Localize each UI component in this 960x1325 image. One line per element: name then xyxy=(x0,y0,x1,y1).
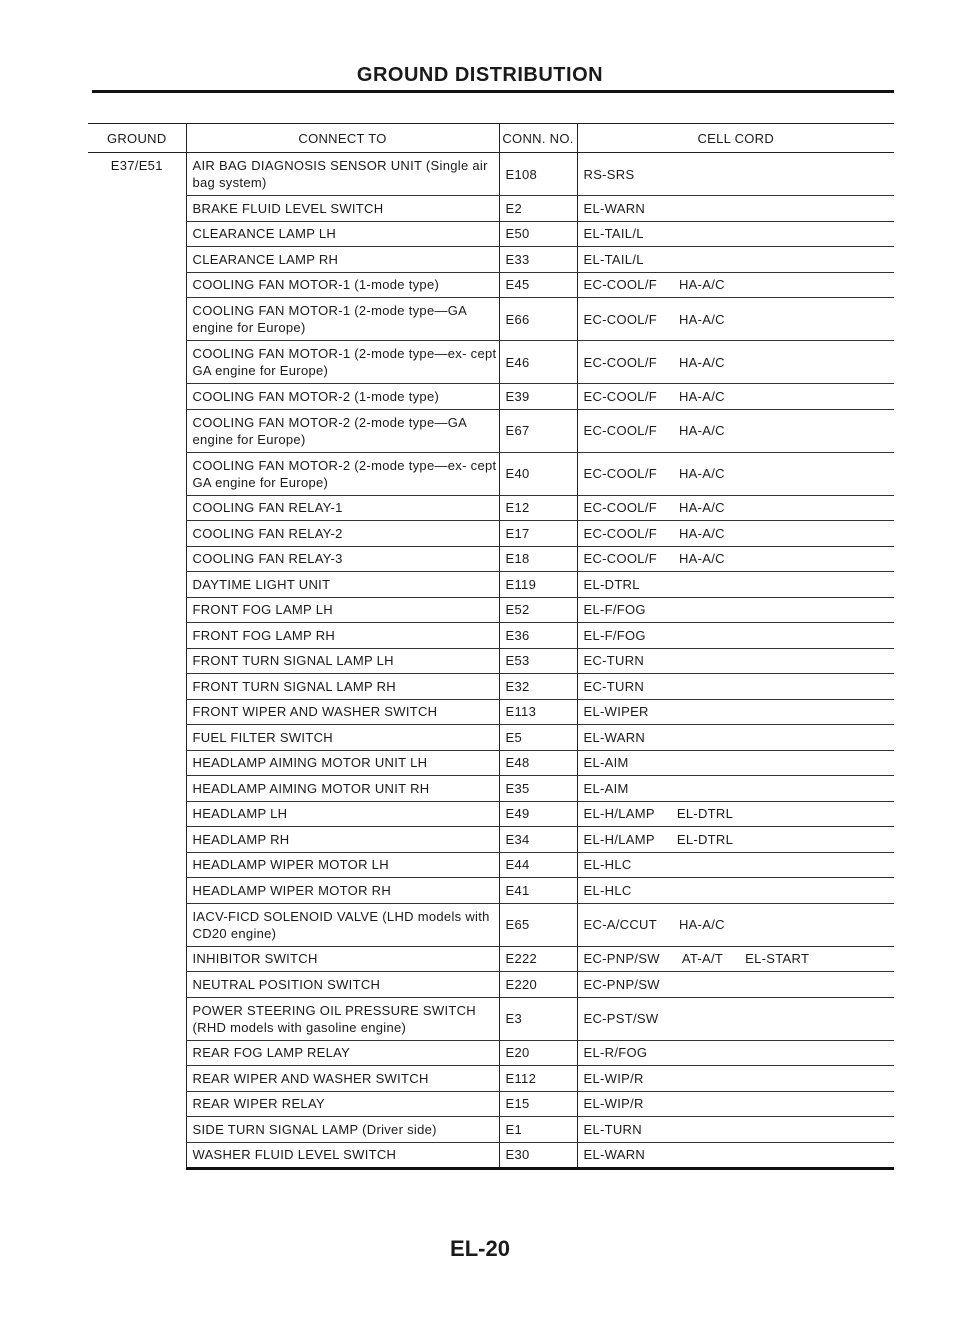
cell-code-cell xyxy=(577,1066,894,1092)
cell-code-cell xyxy=(577,546,894,572)
conn-no-cell: E12 xyxy=(499,495,577,521)
conn-no-cell: E35 xyxy=(499,776,577,802)
cell-code-item: EL-START xyxy=(745,951,810,967)
title-divider xyxy=(92,90,894,93)
table-row xyxy=(88,699,894,725)
table-row xyxy=(88,972,894,998)
cell-code-cell xyxy=(577,903,894,946)
conn-no-cell: E15 xyxy=(499,1091,577,1117)
conn-no-cell: E1 xyxy=(499,1117,577,1143)
conn-no-cell: E3 xyxy=(499,997,577,1040)
conn-no-cell: E46 xyxy=(499,341,577,384)
cell-code-item: HA-A/C xyxy=(678,423,725,438)
cell-code-item: EL-F/FOG xyxy=(583,627,646,643)
cell-code-item: HA-A/C xyxy=(678,354,725,370)
conn-no-cell: E5 xyxy=(499,725,577,751)
header-ground: GROUND xyxy=(88,124,186,153)
cell-code-item: HA-A/C xyxy=(678,466,725,481)
connect-to-cell: COOLING FAN MOTOR-2 (2-mode type—GA engine for Europe) xyxy=(186,409,499,452)
table-row xyxy=(88,521,894,547)
conn-no-cell: E119 xyxy=(499,572,577,598)
cell-code-item: EL-WIP/R xyxy=(583,1070,644,1086)
cell-code-item: EL-TAIL/L xyxy=(583,226,644,242)
header-cell-code: CELL CORD xyxy=(577,124,894,153)
connect-to-cell: INHIBITOR SWITCH xyxy=(186,946,499,972)
cell-code-item: EL-WARN xyxy=(583,1147,646,1163)
cell-code-cell xyxy=(577,972,894,998)
cell-code-item: EL-HLC xyxy=(583,882,632,898)
table-row xyxy=(88,648,894,674)
connect-to-cell: COOLING FAN MOTOR-1 (1-mode type) xyxy=(186,272,499,298)
cell-code-item: EL-WARN xyxy=(583,729,646,745)
cell-code-item: EC-TURN xyxy=(583,678,645,694)
connect-to-cell: COOLING FAN RELAY-2 xyxy=(186,521,499,547)
conn-no-cell: E108 xyxy=(499,153,577,196)
cell-code-item: EL-DTRL xyxy=(676,806,734,822)
cell-code-item: EL-AIM xyxy=(583,755,629,771)
connect-to-cell: HEADLAMP WIPER MOTOR RH xyxy=(186,878,499,904)
conn-no-cell: E18 xyxy=(499,546,577,572)
connect-to-cell: FRONT TURN SIGNAL LAMP LH xyxy=(186,648,499,674)
table-row xyxy=(88,247,894,273)
conn-no-cell: E44 xyxy=(499,852,577,878)
cell-code-cell xyxy=(577,801,894,827)
cell-code-cell xyxy=(577,221,894,247)
ground-cell: E37/E51 xyxy=(110,158,163,173)
connect-to-cell: IACV-FICD SOLENOID VALVE (LHD models with CD20 engine) xyxy=(186,903,499,946)
cell-code-cell xyxy=(577,699,894,725)
cell-code-cell xyxy=(577,725,894,751)
cell-code-cell xyxy=(577,1142,894,1169)
cell-code-item: HA-A/C xyxy=(678,311,725,327)
cell-code-item: HA-A/C xyxy=(678,277,725,293)
table-row xyxy=(88,298,894,341)
cell-code-item: EC-COOL/F xyxy=(583,354,657,370)
cell-code-item: EL-WIP/R xyxy=(583,1096,644,1112)
table-row xyxy=(88,750,894,776)
cell-code-cell xyxy=(577,247,894,273)
connect-to-cell: COOLING FAN RELAY-3 xyxy=(186,546,499,572)
table-row xyxy=(88,827,894,853)
table-row xyxy=(88,341,894,384)
cell-code-cell xyxy=(577,878,894,904)
connect-to-cell: FUEL FILTER SWITCH xyxy=(186,725,499,751)
table-row xyxy=(88,623,894,649)
cell-code-item: EL-WIPER xyxy=(583,704,649,720)
connect-to-cell: POWER STEERING OIL PRESSURE SWITCH (RHD models with gasoline engine) xyxy=(186,997,499,1040)
cell-code-cell xyxy=(577,521,894,547)
connect-to-cell: COOLING FAN MOTOR-1 (2-mode type—ex- cept GA engine for Europe) xyxy=(186,341,499,384)
connect-to-cell: FRONT TURN SIGNAL LAMP RH xyxy=(186,674,499,700)
conn-no-cell: E53 xyxy=(499,648,577,674)
table-row xyxy=(88,153,894,196)
conn-no-cell: E20 xyxy=(499,1040,577,1066)
table-row xyxy=(88,946,894,972)
cell-code-item: EL-TAIL/L xyxy=(583,251,644,267)
table-row xyxy=(88,801,894,827)
conn-no-cell: E49 xyxy=(499,801,577,827)
cell-code-item: HA-A/C xyxy=(678,388,725,404)
table-row xyxy=(88,384,894,410)
cell-code-cell xyxy=(577,776,894,802)
connect-to-cell: FRONT FOG LAMP LH xyxy=(186,597,499,623)
cell-code-cell xyxy=(577,196,894,222)
cell-code-item: HA-A/C xyxy=(678,525,725,541)
conn-no-cell: E2 xyxy=(499,196,577,222)
cell-code-cell xyxy=(577,409,894,452)
connect-to-cell: REAR FOG LAMP RELAY xyxy=(186,1040,499,1066)
table-row xyxy=(88,272,894,298)
table-row xyxy=(88,495,894,521)
table-row xyxy=(88,196,894,222)
cell-code-cell xyxy=(577,750,894,776)
conn-no-cell: E41 xyxy=(499,878,577,904)
connect-to-cell: CLEARANCE LAMP RH xyxy=(186,247,499,273)
conn-no-cell: E17 xyxy=(499,521,577,547)
connect-to-cell: HEADLAMP LH xyxy=(186,801,499,827)
cell-code-item: EL-AIM xyxy=(583,780,629,796)
cell-code-cell xyxy=(577,153,894,196)
connect-to-cell: AIR BAG DIAGNOSIS SENSOR UNIT (Single air bag system) xyxy=(186,153,499,196)
connect-to-cell: COOLING FAN MOTOR-1 (2-mode type—GA engine for Europe) xyxy=(186,298,499,341)
cell-code-cell xyxy=(577,623,894,649)
table-row xyxy=(88,997,894,1040)
conn-no-cell: E40 xyxy=(499,452,577,495)
cell-code-cell xyxy=(577,597,894,623)
cell-code-cell xyxy=(577,1091,894,1117)
cell-code-cell xyxy=(577,1117,894,1143)
connect-to-cell: FRONT FOG LAMP RH xyxy=(186,623,499,649)
table-row xyxy=(88,1117,894,1143)
header-connect-to: CONNECT TO xyxy=(186,124,499,153)
cell-code-item: EC-COOL/F xyxy=(583,423,657,438)
connect-to-cell: SIDE TURN SIGNAL LAMP (Driver side) xyxy=(186,1117,499,1143)
cell-code-cell xyxy=(577,452,894,495)
conn-no-cell: E112 xyxy=(499,1066,577,1092)
connect-to-cell: COOLING FAN RELAY-1 xyxy=(186,495,499,521)
connect-to-cell: HEADLAMP AIMING MOTOR UNIT LH xyxy=(186,750,499,776)
connect-to-cell: REAR WIPER RELAY xyxy=(186,1091,499,1117)
cell-code-item: EC-COOL/F xyxy=(583,551,657,567)
ground-distribution-table xyxy=(88,123,894,1170)
cell-code-item: AT-A/T xyxy=(681,951,724,967)
cell-code-item: EL-H/LAMP xyxy=(583,831,655,847)
header-conn-no: CONN. NO. xyxy=(499,124,577,153)
connect-to-cell: DAYTIME LIGHT UNIT xyxy=(186,572,499,598)
cell-code-item: EL-DTRL xyxy=(583,576,640,592)
conn-no-cell: E48 xyxy=(499,750,577,776)
cell-code-item: EC-PNP/SW xyxy=(583,951,660,967)
cell-code-cell xyxy=(577,1040,894,1066)
cell-code-cell xyxy=(577,298,894,341)
cell-code-cell xyxy=(577,997,894,1040)
cell-code-item: HA-A/C xyxy=(678,551,725,567)
conn-no-cell: E66 xyxy=(499,298,577,341)
conn-no-cell: E50 xyxy=(499,221,577,247)
conn-no-cell: E113 xyxy=(499,699,577,725)
conn-no-cell: E67 xyxy=(499,409,577,452)
cell-code-item: EC-COOL/F xyxy=(583,311,657,327)
conn-no-cell: E34 xyxy=(499,827,577,853)
cell-code-item: EC-COOL/F xyxy=(583,525,657,541)
conn-no-cell: E33 xyxy=(499,247,577,273)
conn-no-cell: E36 xyxy=(499,623,577,649)
connect-to-cell: HEADLAMP RH xyxy=(186,827,499,853)
table-body xyxy=(88,153,894,1169)
table-header xyxy=(88,124,894,153)
conn-no-cell: E52 xyxy=(499,597,577,623)
connect-to-cell: CLEARANCE LAMP LH xyxy=(186,221,499,247)
conn-no-cell: E220 xyxy=(499,972,577,998)
cell-code-item: EC-COOL/F xyxy=(583,388,657,404)
table-row xyxy=(88,1040,894,1066)
cell-code-item: EC-COOL/F xyxy=(583,500,657,516)
table-row xyxy=(88,1091,894,1117)
cell-code-item: EL-DTRL xyxy=(676,831,734,847)
page-number: EL-20 xyxy=(450,1236,510,1261)
cell-code-cell xyxy=(577,384,894,410)
table-row xyxy=(88,852,894,878)
cell-code-cell xyxy=(577,648,894,674)
table-row xyxy=(88,221,894,247)
cell-code-item: EC-PST/SW xyxy=(583,1011,659,1026)
conn-no-cell: E222 xyxy=(499,946,577,972)
table-row xyxy=(88,878,894,904)
table-row xyxy=(88,725,894,751)
table-row xyxy=(88,452,894,495)
connect-to-cell: REAR WIPER AND WASHER SWITCH xyxy=(186,1066,499,1092)
cell-code-item: RS-SRS xyxy=(583,166,635,182)
table-row xyxy=(88,597,894,623)
cell-code-cell xyxy=(577,341,894,384)
table-row xyxy=(88,674,894,700)
cell-code-item: EL-TURN xyxy=(583,1121,642,1137)
conn-no-cell: E39 xyxy=(499,384,577,410)
cell-code-item: EC-PNP/SW xyxy=(583,976,660,992)
table-row xyxy=(88,409,894,452)
conn-no-cell: E45 xyxy=(499,272,577,298)
cell-code-item: EL-WARN xyxy=(583,200,646,216)
connect-to-cell: HEADLAMP AIMING MOTOR UNIT RH xyxy=(186,776,499,802)
cell-code-item: EL-HLC xyxy=(583,857,632,873)
table-row xyxy=(88,1066,894,1092)
connect-to-cell: NEUTRAL POSITION SWITCH xyxy=(186,972,499,998)
cell-code-cell xyxy=(577,827,894,853)
cell-code-cell xyxy=(577,572,894,598)
cell-code-item: HA-A/C xyxy=(678,500,725,516)
page-title: GROUND DISTRIBUTION xyxy=(356,64,604,86)
cell-code-cell xyxy=(577,674,894,700)
ground-distribution-table-container xyxy=(88,123,894,1170)
table-row xyxy=(88,572,894,598)
connect-to-cell: HEADLAMP WIPER MOTOR LH xyxy=(186,852,499,878)
cell-code-cell xyxy=(577,852,894,878)
cell-code-item: EC-TURN xyxy=(583,653,645,669)
cell-code-cell xyxy=(577,272,894,298)
cell-code-item: EL-R/FOG xyxy=(583,1045,648,1061)
cell-code-item: EL-H/LAMP xyxy=(583,806,655,822)
conn-no-cell: E30 xyxy=(499,1142,577,1169)
connect-to-cell: BRAKE FLUID LEVEL SWITCH xyxy=(186,196,499,222)
conn-no-cell: E32 xyxy=(499,674,577,700)
cell-code-item: HA-A/C xyxy=(678,917,725,932)
conn-no-cell: E65 xyxy=(499,903,577,946)
cell-code-cell xyxy=(577,946,894,972)
cell-code-item: EL-F/FOG xyxy=(583,602,646,618)
table-row xyxy=(88,1142,894,1169)
cell-code-item: EC-COOL/F xyxy=(583,277,657,293)
connect-to-cell: COOLING FAN MOTOR-2 (1-mode type) xyxy=(186,384,499,410)
cell-code-item: EC-A/CCUT xyxy=(583,917,657,932)
table-row xyxy=(88,546,894,572)
connect-to-cell: COOLING FAN MOTOR-2 (2-mode type—ex- cept GA engine for Europe) xyxy=(186,452,499,495)
connect-to-cell: WASHER FLUID LEVEL SWITCH xyxy=(186,1142,499,1169)
connect-to-cell: FRONT WIPER AND WASHER SWITCH xyxy=(186,699,499,725)
table-row xyxy=(88,776,894,802)
cell-code-item: EC-COOL/F xyxy=(583,466,657,481)
table-row xyxy=(88,903,894,946)
cell-code-cell xyxy=(577,495,894,521)
